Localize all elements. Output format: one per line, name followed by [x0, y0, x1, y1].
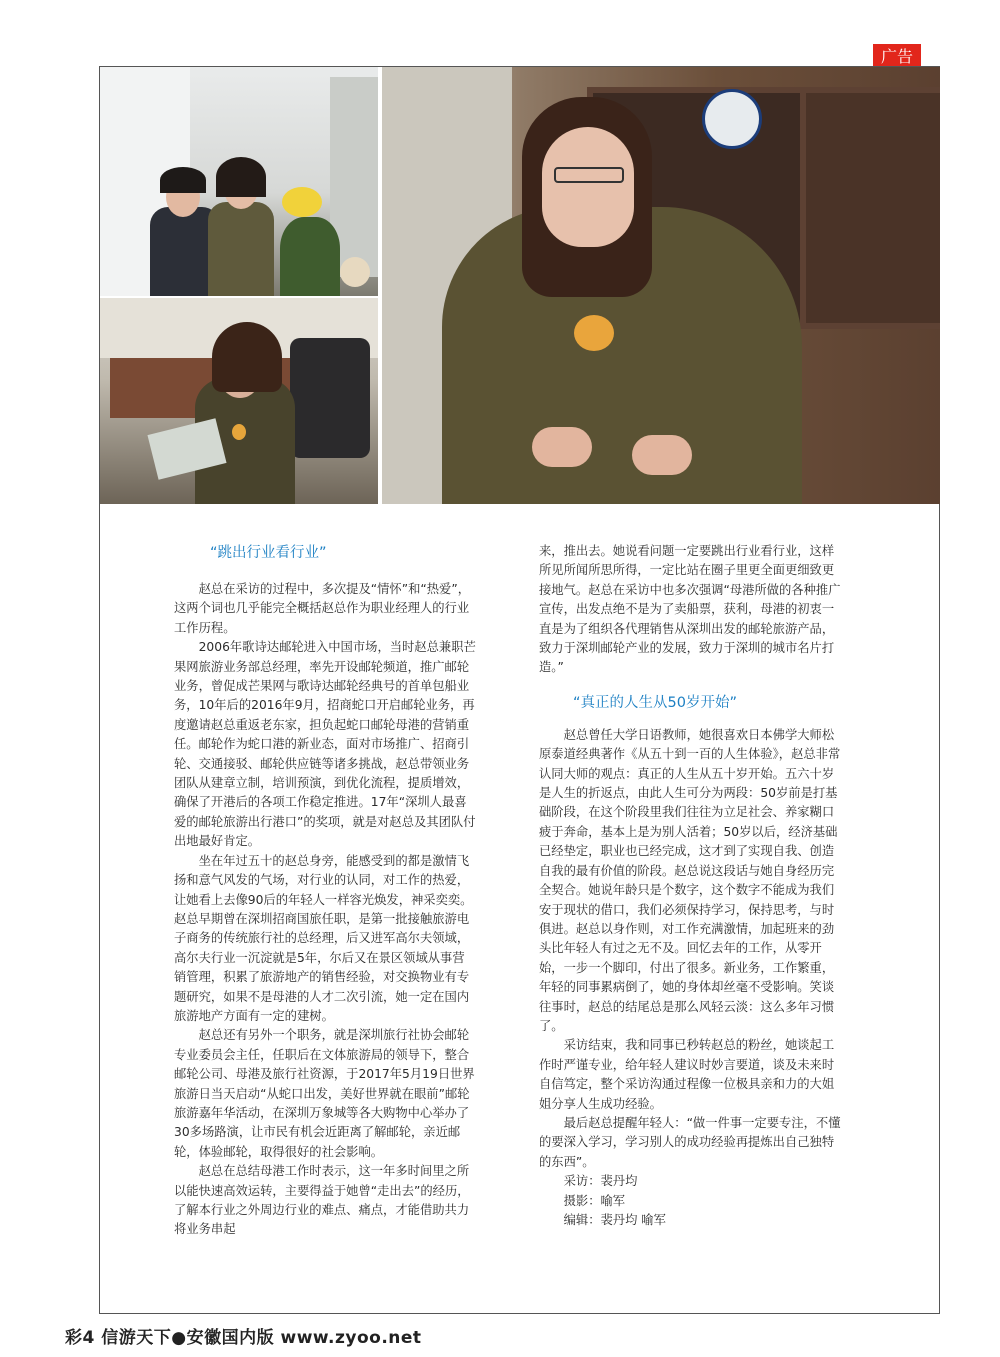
- credit-line: 摄影：喻军: [563, 1193, 626, 1208]
- paragraph: 2006年歌诗达邮轮进入中国市场，当时赵总兼职芒果网旅游业务部总经理，率先开设邮轮频道，推广邮轮业务，曾促成芒果网与歌诗达邮轮经典号的首单包船业务，10年后的2016年9月，招商蛇口开启邮轮业务，再度邀请赵总重返老东家，担负起蛇口邮轮母港的营销重任。邮轮作为蛇口港的新业态，面对市场推广、招商引轮、交通接驳、邮轮供应链等诸多挑战，赵总带领业务团队从建章立制，培训预演，到优化流程，提质增效，确保了开港后的各项工作稳定推进。17年“深圳人最喜爱的邮轮旅游出行港口”的奖项，就是对赵总及其团队付出地最好肯定。: [174, 640, 476, 849]
- paragraph: 赵总在总结母港工作时表示，这一年多时间里之所以能快速高效运转，主要得益于她曾“走出去”的经历，了解本行业之外周边行业的难点、痛点，才能借助共力将业务串起: [174, 1164, 470, 1237]
- paragraph: 赵总还有另外一个职务，就是深圳旅行社协会邮轮专业委员会主任，任职后在文体旅游局的领导下，整合邮轮公司、母港及旅行社资源，于2017年5月19日世界旅游日当天启动“从蛇口出发，美好世界就在眼前”邮轮旅游嘉年华活动，在深圳万象城等各大购物中心举办了30多场路演，让市民有机会近距离了解邮轮，亲近邮轮，体验邮轮，取得很好的社会影响。: [174, 1028, 475, 1159]
- text-column-left: [174, 542, 476, 1240]
- paragraph: 赵总在采访的过程中，多次提及“情怀”和“热爱”，这两个词也几乎能完全概括赵总作为职业经理人的行业工作历程。: [174, 582, 471, 635]
- ad-tag: 广告: [873, 44, 921, 70]
- credit-line: 采访：裴丹均: [563, 1174, 638, 1189]
- photo-two-women: [100, 67, 378, 296]
- section-heading-1: “跳出行业看行业”: [210, 545, 327, 561]
- paragraph: 坐在年过五十的赵总身旁，能感受到的都是激情飞扬和意气风发的气场，对行业的认同，对工作的热爱，让她看上去像90后的年轻人一样容光焕发，神采奕奕。赵总早期曾在深圳招商国旅任职，是第一批接触旅游电子商务的传统旅行社的总经理，后又进军高尔夫领域，高尔夫行业一沉淀就是5年，尔后又在景区领域从事营销管理，积累了旅游地产的销售经验，对交换物业有专题研究，如果不是母港的人才二次引流，她一定在国内旅游地产方面有一定的建树。: [174, 853, 473, 1023]
- photo-woman-seated: [382, 67, 940, 504]
- paragraph: 采访结束，我和同事已秒转赵总的粉丝，她谈起工作时严谨专业，给年轻人建议时妙言要道，谈及未来时自信笃定，整个采访沟通过程像一位极具亲和力的大姐姐分享人生成功经验。: [539, 1038, 835, 1111]
- credit-line: 编辑：裴丹均 喻军: [563, 1213, 666, 1227]
- paragraph: 最后赵总提醒年轻人：“做一件事一定要专注，不懂的要深入学习，学习别人的成功经验再提炼出自己独特的东西”。: [539, 1115, 841, 1169]
- paragraph: 来，推出去。她说看问题一定要跳出行业看行业，这样所见所闻所思所得，一定比站在圈子里更全面更细致更接地气。赵总在采访中也多次强调“母港所做的各种推广宣传，出发点绝不是为了卖船票，获利，母港的初衷一直是为了组织各代理销售从深圳出发的邮轮旅游产品，致力于深圳邮轮产业的发展，致力于深圳的城市名片打造。”: [539, 544, 841, 675]
- section-heading-2: “真正的人生从50岁开始”: [573, 694, 737, 711]
- photo-woman-reading: [100, 298, 378, 504]
- text-column-right: [539, 542, 841, 1230]
- page-footer: 彩4 信游天下●安徽国内版 www.zyoo.net: [65, 1328, 422, 1348]
- paragraph: 赵总曾任大学日语教师，她很喜欢日本佛学大师松原泰道经典著作《从五十到一百的人生体验》，赵总非常认同大师的观点：真正的人生从五十岁开始。五六十岁是人生的折返点，由此人生可分为两段：50岁前是打基础阶段，在这个阶段里我们往往为立足社会、养家糊口疲于奔命，基本上是为别人活着；50岁以后，经济基础已经垫定，职业也已经完成，这才到了实现自我、创造自我的最有价值的阶段。赵总说这段话与她自身经历完全契合。她说年龄只是个数字，这个数字不能成为我们安于现状的借口，我们必须保持学习，保持思考，与时俱进。赵总以身作则，对工作充满激情，加起班来的劲头比年轻人有过之无不及。回忆去年的工作，从零开始，一步一个脚印，付出了很多。新业务，工作繁重，年轻的同事累病倒了，她的身体却丝毫不受影响。笑谈往事时，赵总的结尾总是那么风轻云淡：这么多年习惯了。: [539, 727, 841, 1033]
